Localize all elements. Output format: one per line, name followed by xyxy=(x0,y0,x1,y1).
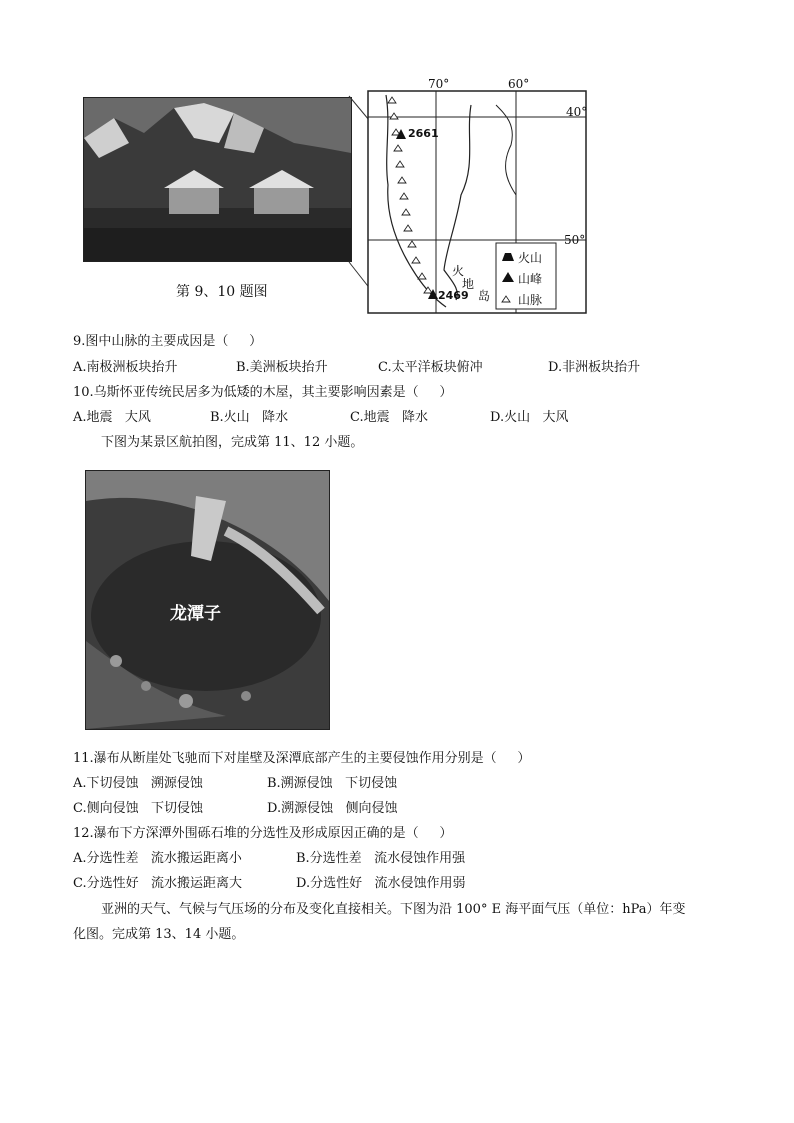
figure1-caption: 第 9、10 题图 xyxy=(176,284,268,300)
pool-label: 龙潭子 xyxy=(170,604,221,624)
intro-questions-13-14-line1: 亚洲的天气、气候与气压场的分布及变化直接相关。下图为沿 100° E 海平面气压（单位：hPa）年变 xyxy=(101,902,686,917)
question-10-option-c: C.地震 降水 xyxy=(350,410,429,425)
question-12-option-c: C.分选性好 流水搬运距离大 xyxy=(73,876,243,891)
island-label-2: 地 xyxy=(462,277,475,291)
question-10-option-d: D.火山 大风 xyxy=(490,410,569,425)
island-label-1: 火 xyxy=(452,264,465,278)
question-11-option-c: C.侧向侵蚀 下切侵蚀 xyxy=(73,801,204,816)
lat-label-50: 50° xyxy=(564,233,586,247)
map-graphic xyxy=(366,85,590,315)
aerial-photo-waterfall xyxy=(85,470,330,730)
question-11-option-b: B.溯源侵蚀 下切侵蚀 xyxy=(267,776,398,791)
question-9-option-c: C.太平洋板块俯冲 xyxy=(378,360,483,375)
legend-mountain-range: 山脉 xyxy=(518,293,543,307)
question-12-option-a: A.分选性差 流水搬运距离小 xyxy=(73,851,242,866)
question-9-option-b: B.美洲板块抬升 xyxy=(236,360,328,375)
question-12-option-b: B.分选性差 流水侵蚀作用强 xyxy=(296,851,466,866)
lon-label-70: 70° xyxy=(428,77,450,91)
intro-questions-11-12: 下图为某景区航拍图，完成第 11、12 小题。 xyxy=(101,435,364,450)
map-southern-south-america xyxy=(366,77,590,315)
peak-label-2661: 2661 xyxy=(408,127,439,140)
question-11-option-a: A.下切侵蚀 溯源侵蚀 xyxy=(73,776,203,791)
island-label-3: 岛 xyxy=(478,289,491,303)
question-9-option-a: A.南极洲板块抬升 xyxy=(73,360,178,375)
question-12-option-d: D.分选性好 流水侵蚀作用弱 xyxy=(296,876,466,891)
question-11-stem: 11.瀑布从断崖处飞驰而下对崖壁及深潭底部产生的主要侵蚀作用分别是（ ） xyxy=(73,751,531,766)
question-11-option-d: D.溯源侵蚀 侧向侵蚀 xyxy=(267,801,398,816)
photo-mountain-houses-graphic xyxy=(84,98,351,261)
intro-questions-13-14-line2: 化图。完成第 13、14 小题。 xyxy=(73,927,245,942)
legend-peak: 山峰 xyxy=(518,272,543,286)
lat-label-40: 40° xyxy=(566,105,588,119)
question-12-stem: 12.瀑布下方深潭外围砾石堆的分选性及形成原因正确的是（ ） xyxy=(73,826,453,841)
peak-label-2469: 2469 xyxy=(438,289,469,302)
photo-mountain-houses xyxy=(83,97,352,262)
question-9-option-d: D.非洲板块抬升 xyxy=(548,360,641,375)
lon-label-60: 60° xyxy=(508,77,530,91)
question-10-option-b: B.火山 降水 xyxy=(210,410,289,425)
question-10-stem: 10.乌斯怀亚传统民居多为低矮的木屋，其主要影响因素是（ ） xyxy=(73,385,453,400)
question-9-stem: 9.图中山脉的主要成因是（ ） xyxy=(73,334,263,349)
legend-volcano: 火山 xyxy=(518,251,543,265)
question-10-option-a: A.地震 大风 xyxy=(73,410,151,425)
